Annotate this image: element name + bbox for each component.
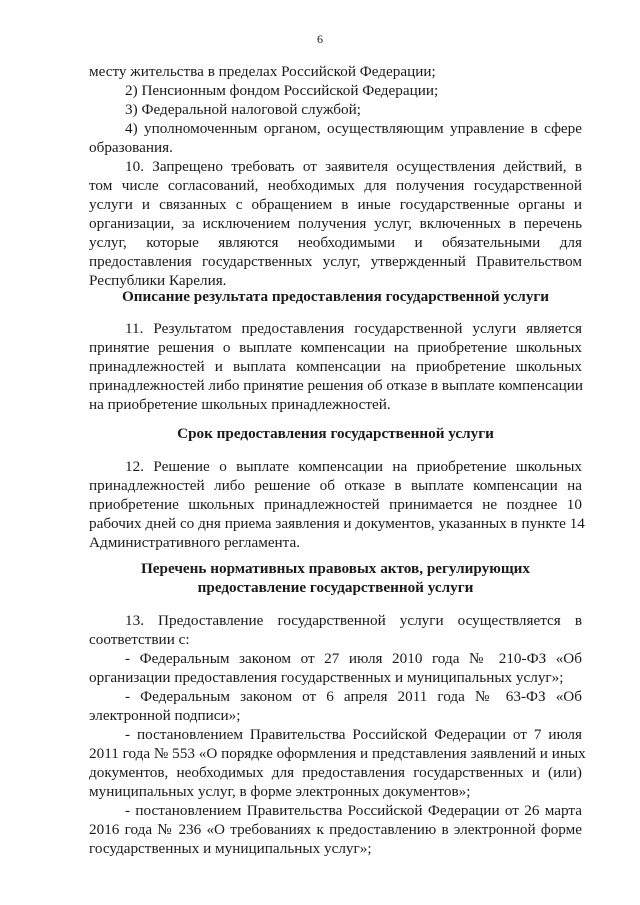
section-heading: Срок предоставления государственной услуги bbox=[177, 425, 494, 442]
text-line: 2011 года № 553 «О порядке оформления и представления заявлений и иных bbox=[89, 745, 586, 762]
text-line: приобретение школьных принадлежностей принимается не позднее 10 bbox=[89, 496, 582, 513]
text-line: 10. Запрещено требовать от заявителя осуществления действий, в bbox=[125, 158, 582, 175]
text-line: на приобретение школьных принадлежностей. bbox=[89, 396, 391, 413]
section-heading: предоставление государственной услуги bbox=[197, 579, 474, 596]
text-line: 12. Решение о выплате компенсации на приобретение школьных bbox=[125, 458, 582, 475]
text-line: том числе согласований, необходимых для получения государственной bbox=[89, 177, 582, 194]
text-line: - постановлением Правительства Российской Федерации от 7 июля bbox=[125, 726, 582, 743]
text-line: 3) Федеральной налоговой службой; bbox=[125, 101, 361, 118]
text-line: муниципальных услуг, в форме электронных документов»; bbox=[89, 783, 471, 800]
text-line: услуги и связанных с обращением в иные государственные органы и bbox=[89, 196, 582, 213]
text-line: 2) Пенсионным фондом Российской Федерации; bbox=[125, 82, 439, 99]
text-line: рабочих дней со дня приема заявления и документов, указанных в пункте 14 bbox=[89, 515, 585, 532]
text-line: - постановлением Правительства Российской Федерации от 26 марта bbox=[125, 802, 582, 819]
text-line: организации предоставления государственных и муниципальных услуг»; bbox=[89, 669, 564, 686]
text-line: 13. Предоставление государственной услуги осуществляется в bbox=[125, 612, 582, 629]
text-line: принадлежностей и выплата компенсации на приобретение школьных bbox=[89, 358, 582, 375]
text-line: предоставления государственных услуг, утвержденный Правительством bbox=[89, 253, 582, 270]
text-line: соответствии с: bbox=[89, 631, 190, 648]
text-line: 2016 года № 236 «О требованиях к предоставлению в электронной форме bbox=[89, 821, 582, 838]
text-line: месту жительства в пределах Российской Федерации; bbox=[89, 63, 436, 80]
section-heading: Описание результата предоставления государственной услуги bbox=[121, 288, 550, 305]
text-line: Республики Карелия. bbox=[89, 272, 227, 289]
text-line: принятие решения о выплате компенсации на приобретение школьных bbox=[89, 339, 582, 356]
text-line: - Федеральным законом от 27 июля 2010 года № 210-ФЗ «Об bbox=[125, 650, 582, 667]
text-line: Административного регламента. bbox=[89, 534, 301, 551]
section-heading: Перечень нормативных правовых актов, регулирующих bbox=[140, 560, 530, 577]
text-line: государственных и муниципальных услуг»; bbox=[89, 840, 372, 857]
text-line: образования. bbox=[89, 139, 173, 156]
text-line: электронной подписи»; bbox=[89, 707, 241, 724]
text-line: 11. Результатом предоставления государственной услуги является bbox=[125, 320, 582, 337]
text-line: принадлежностей либо принятие решения об отказе в выплате компенсации bbox=[89, 377, 584, 394]
text-line: принадлежностей либо решение об отказе в выплате компенсации на bbox=[89, 477, 582, 494]
text-line: 4) уполномоченным органом, осуществляющим управление в сфере bbox=[125, 120, 582, 137]
text-line: организации, за исключением получения услуг, включенных в перечень bbox=[89, 215, 582, 232]
text-line: - Федеральным законом от 6 апреля 2011 года № 63-ФЗ «Об bbox=[125, 688, 582, 705]
text-line: услуг, которые являются необходимыми и обязательными для bbox=[89, 234, 582, 251]
text-line: документов, необходимых для предоставления государственных и (или) bbox=[89, 764, 582, 781]
page-number: 6 bbox=[317, 32, 323, 46]
